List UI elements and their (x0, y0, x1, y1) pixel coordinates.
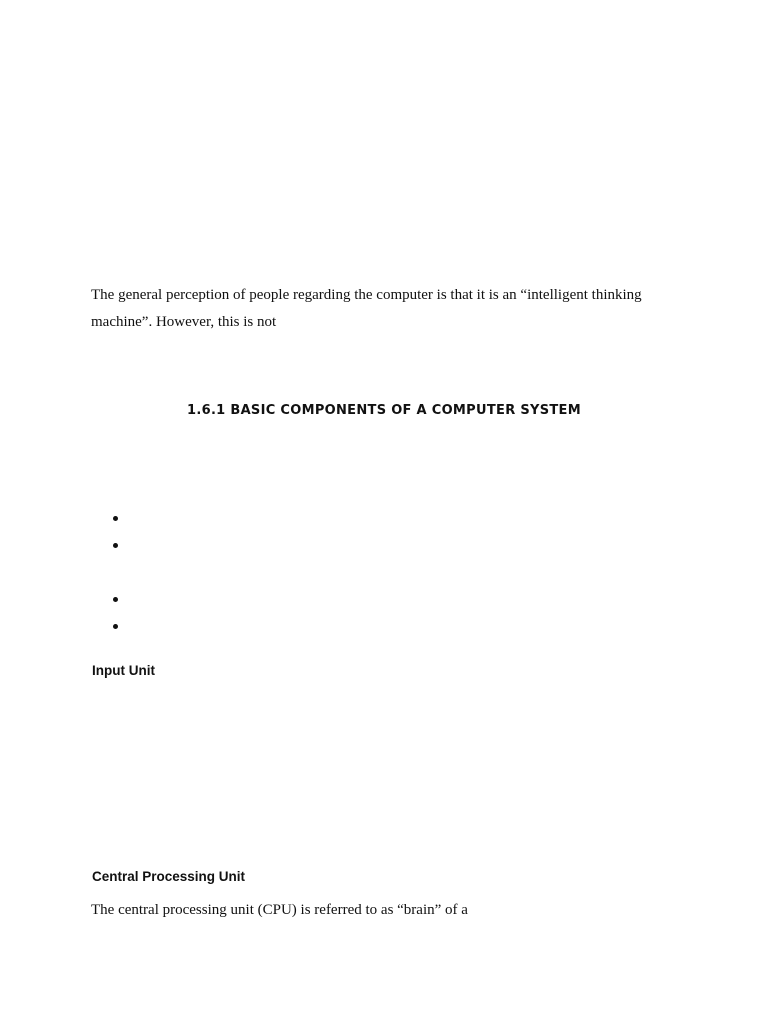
bullet-point (112, 542, 120, 550)
bullet-point (112, 623, 120, 631)
subheading-input-unit: Input Unit (92, 663, 155, 678)
bullet-point (112, 596, 120, 604)
bullet-point (112, 515, 120, 523)
cpu-paragraph: The central processing unit (CPU) is referred to as “brain” of a (91, 902, 468, 918)
section-heading: 1.6.1 BASIC COMPONENTS OF A COMPUTER SYSTEM (187, 403, 581, 418)
subheading-cpu: Central Processing Unit (92, 869, 246, 884)
intro-paragraph: The general perception of people regarding the computer is that it is an “intelligent thinking machine”. However, this is not (91, 287, 642, 330)
